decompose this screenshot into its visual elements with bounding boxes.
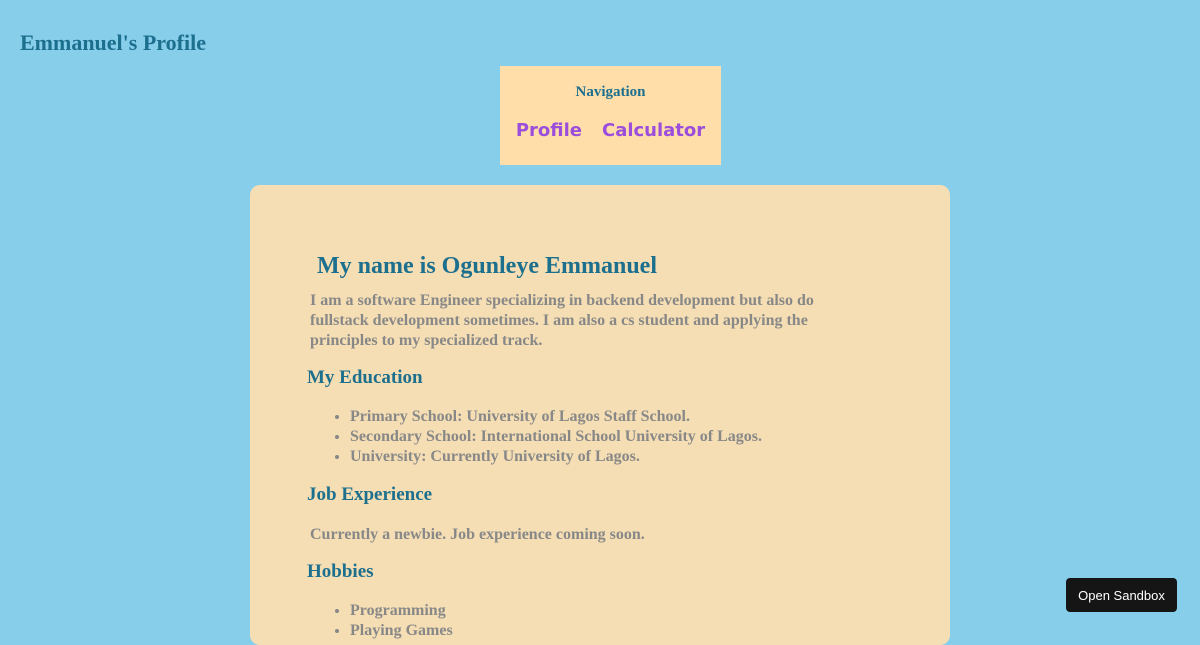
name-heading: My name is Ogunleye Emmanuel xyxy=(317,253,657,279)
list-item: • Playing Games xyxy=(350,621,453,641)
navigation-heading: Navigation xyxy=(575,84,646,100)
education-list xyxy=(310,407,762,467)
nav-link-profile[interactable]: Profile xyxy=(515,120,582,141)
page-title: Emmanuel's Profile xyxy=(20,30,206,55)
hobbies-heading: Hobbies xyxy=(307,561,374,582)
list-item: • Programming xyxy=(350,601,453,621)
nav-link-calculator[interactable]: Calculator xyxy=(601,120,706,141)
job-experience-heading: Job Experience xyxy=(307,484,433,505)
job-experience-text: Currently a newbie. Job experience coming soon. xyxy=(310,526,645,543)
navigation-links xyxy=(500,120,721,141)
list-item: • Secondary School: International School University of Lagos. xyxy=(350,427,762,447)
intro-text: I am a software Engineer specializing in backend development but also do fullstack development sometimes. I am also a cs student and applying the principles to my specialized track. xyxy=(310,292,814,349)
hobbies-list xyxy=(310,601,453,641)
list-item: • Primary School: University of Lagos Staff School. xyxy=(350,407,762,427)
navigation-box xyxy=(500,66,721,165)
list-item: • University: Currently University of Lagos. xyxy=(350,447,762,467)
profile-card xyxy=(250,185,950,645)
open-sandbox-button[interactable]: Open Sandbox xyxy=(1066,578,1177,612)
education-heading: My Education xyxy=(307,367,423,388)
